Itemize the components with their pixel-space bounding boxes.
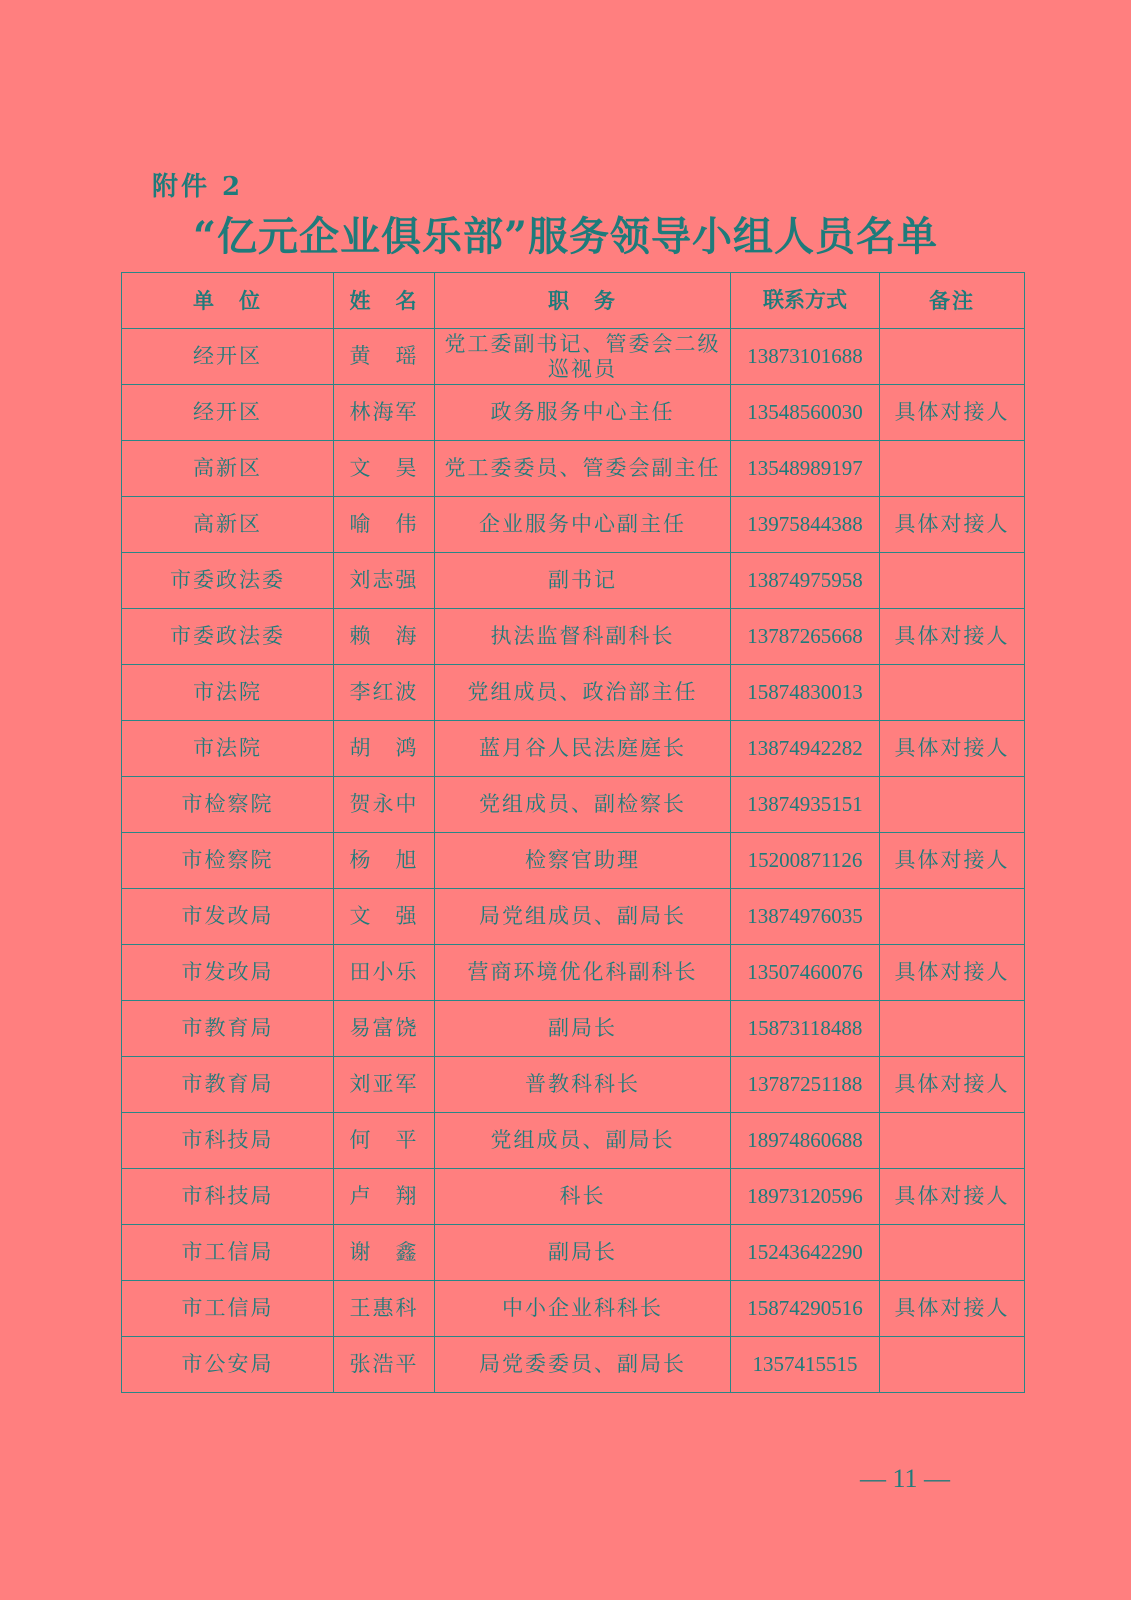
cell-note: 具体对接人 [880, 1281, 1025, 1337]
table-row [122, 665, 1025, 721]
cell-unit: 经开区 [122, 385, 334, 441]
header-phone: 联系方式 [731, 273, 880, 329]
cell-name: 胡 鸿 [334, 721, 435, 777]
cell-phone: 18973120596 [731, 1169, 880, 1225]
cell-phone: 13787265668 [731, 609, 880, 665]
cell-note [880, 1337, 1025, 1393]
cell-phone: 1357415515 [731, 1337, 880, 1393]
cell-duty: 副局长 [435, 1225, 731, 1281]
cell-unit: 市检察院 [122, 777, 334, 833]
cell-duty: 普教科科长 [435, 1057, 731, 1113]
cell-unit: 高新区 [122, 441, 334, 497]
cell-name: 谢 鑫 [334, 1225, 435, 1281]
table-row [122, 1001, 1025, 1057]
cell-unit: 市法院 [122, 721, 334, 777]
cell-unit: 市科技局 [122, 1169, 334, 1225]
cell-name: 喻 伟 [334, 497, 435, 553]
cell-note [880, 1113, 1025, 1169]
cell-duty: 局党组成员、副局长 [435, 889, 731, 945]
cell-duty: 蓝月谷人民法庭庭长 [435, 721, 731, 777]
cell-duty: 执法监督科副科长 [435, 609, 731, 665]
cell-phone: 13874935151 [731, 777, 880, 833]
table-row [122, 1113, 1025, 1169]
cell-unit: 市委政法委 [122, 609, 334, 665]
cell-duty: 党工委副书记、管委会二级巡视员 [435, 329, 731, 385]
cell-note: 具体对接人 [880, 1057, 1025, 1113]
table-row [122, 609, 1025, 665]
cell-name: 卢 翔 [334, 1169, 435, 1225]
cell-duty: 企业服务中心副主任 [435, 497, 731, 553]
cell-unit: 市委政法委 [122, 553, 334, 609]
table-row [122, 777, 1025, 833]
table-row [122, 329, 1025, 385]
cell-duty: 中小企业科科长 [435, 1281, 731, 1337]
cell-phone: 15874830013 [731, 665, 880, 721]
cell-note [880, 441, 1025, 497]
cell-duty: 党组成员、政治部主任 [435, 665, 731, 721]
cell-note [880, 329, 1025, 385]
cell-duty: 营商环境优化科副科长 [435, 945, 731, 1001]
cell-phone: 18974860688 [731, 1113, 880, 1169]
cell-name: 黄 瑶 [334, 329, 435, 385]
table-row [122, 889, 1025, 945]
cell-name: 赖 海 [334, 609, 435, 665]
cell-note: 具体对接人 [880, 609, 1025, 665]
cell-unit: 市教育局 [122, 1057, 334, 1113]
cell-duty: 局党委委员、副局长 [435, 1337, 731, 1393]
cell-note [880, 553, 1025, 609]
cell-duty: 党工委委员、管委会副主任 [435, 441, 731, 497]
cell-unit: 市检察院 [122, 833, 334, 889]
cell-note: 具体对接人 [880, 1169, 1025, 1225]
table-row [122, 1225, 1025, 1281]
cell-note [880, 777, 1025, 833]
roster-table [121, 272, 1025, 1393]
cell-note [880, 1001, 1025, 1057]
cell-unit: 市法院 [122, 665, 334, 721]
cell-name: 文 昊 [334, 441, 435, 497]
table-row [122, 1057, 1025, 1113]
cell-phone: 13874976035 [731, 889, 880, 945]
cell-name: 张浩平 [334, 1337, 435, 1393]
cell-duty: 检察官助理 [435, 833, 731, 889]
cell-phone: 13874975958 [731, 553, 880, 609]
page-title: “亿元企业俱乐部”服务领导小组人员名单 [192, 213, 938, 260]
cell-phone: 13975844388 [731, 497, 880, 553]
cell-duty: 政务服务中心主任 [435, 385, 731, 441]
table-row [122, 1337, 1025, 1393]
cell-note [880, 665, 1025, 721]
cell-note: 具体对接人 [880, 385, 1025, 441]
cell-note: 具体对接人 [880, 721, 1025, 777]
cell-unit: 市发改局 [122, 889, 334, 945]
cell-name: 刘亚军 [334, 1057, 435, 1113]
table-row [122, 385, 1025, 441]
header-note: 备注 [880, 273, 1025, 329]
cell-phone: 13873101688 [731, 329, 880, 385]
cell-note [880, 1225, 1025, 1281]
cell-unit: 市工信局 [122, 1281, 334, 1337]
cell-unit: 市科技局 [122, 1113, 334, 1169]
cell-unit: 经开区 [122, 329, 334, 385]
page-number: — 11 — [860, 1464, 951, 1493]
cell-unit: 市发改局 [122, 945, 334, 1001]
header-duty: 职 务 [435, 273, 731, 329]
cell-phone: 13874942282 [731, 721, 880, 777]
cell-name: 刘志强 [334, 553, 435, 609]
cell-duty: 副书记 [435, 553, 731, 609]
table-row [122, 497, 1025, 553]
table-row [122, 945, 1025, 1001]
cell-note: 具体对接人 [880, 945, 1025, 1001]
cell-duty: 党组成员、副局长 [435, 1113, 731, 1169]
cell-note [880, 889, 1025, 945]
cell-duty: 党组成员、副检察长 [435, 777, 731, 833]
table-row [122, 553, 1025, 609]
cell-name: 林海军 [334, 385, 435, 441]
table-row [122, 721, 1025, 777]
cell-name: 田小乐 [334, 945, 435, 1001]
table-header-row [122, 273, 1025, 329]
cell-phone: 15200871126 [731, 833, 880, 889]
cell-duty: 科长 [435, 1169, 731, 1225]
cell-phone: 13507460076 [731, 945, 880, 1001]
cell-phone: 15874290516 [731, 1281, 880, 1337]
table-row [122, 1169, 1025, 1225]
cell-phone: 13787251188 [731, 1057, 880, 1113]
cell-phone: 15873118488 [731, 1001, 880, 1057]
table-row [122, 833, 1025, 889]
cell-unit: 市教育局 [122, 1001, 334, 1057]
cell-name: 李红波 [334, 665, 435, 721]
cell-name: 贺永中 [334, 777, 435, 833]
cell-name: 易富饶 [334, 1001, 435, 1057]
table-row [122, 1281, 1025, 1337]
cell-phone: 15243642290 [731, 1225, 880, 1281]
cell-duty: 副局长 [435, 1001, 731, 1057]
header-name: 姓 名 [334, 273, 435, 329]
table-row [122, 441, 1025, 497]
attachment-label: 附件 2 [152, 172, 244, 202]
roster-body [122, 329, 1025, 1393]
cell-name: 王惠科 [334, 1281, 435, 1337]
cell-note: 具体对接人 [880, 833, 1025, 889]
cell-unit: 市工信局 [122, 1225, 334, 1281]
cell-name: 杨 旭 [334, 833, 435, 889]
header-unit: 单 位 [122, 273, 334, 329]
cell-note: 具体对接人 [880, 497, 1025, 553]
cell-unit: 高新区 [122, 497, 334, 553]
cell-name: 文 强 [334, 889, 435, 945]
cell-phone: 13548560030 [731, 385, 880, 441]
cell-name: 何 平 [334, 1113, 435, 1169]
cell-unit: 市公安局 [122, 1337, 334, 1393]
cell-phone: 13548989197 [731, 441, 880, 497]
